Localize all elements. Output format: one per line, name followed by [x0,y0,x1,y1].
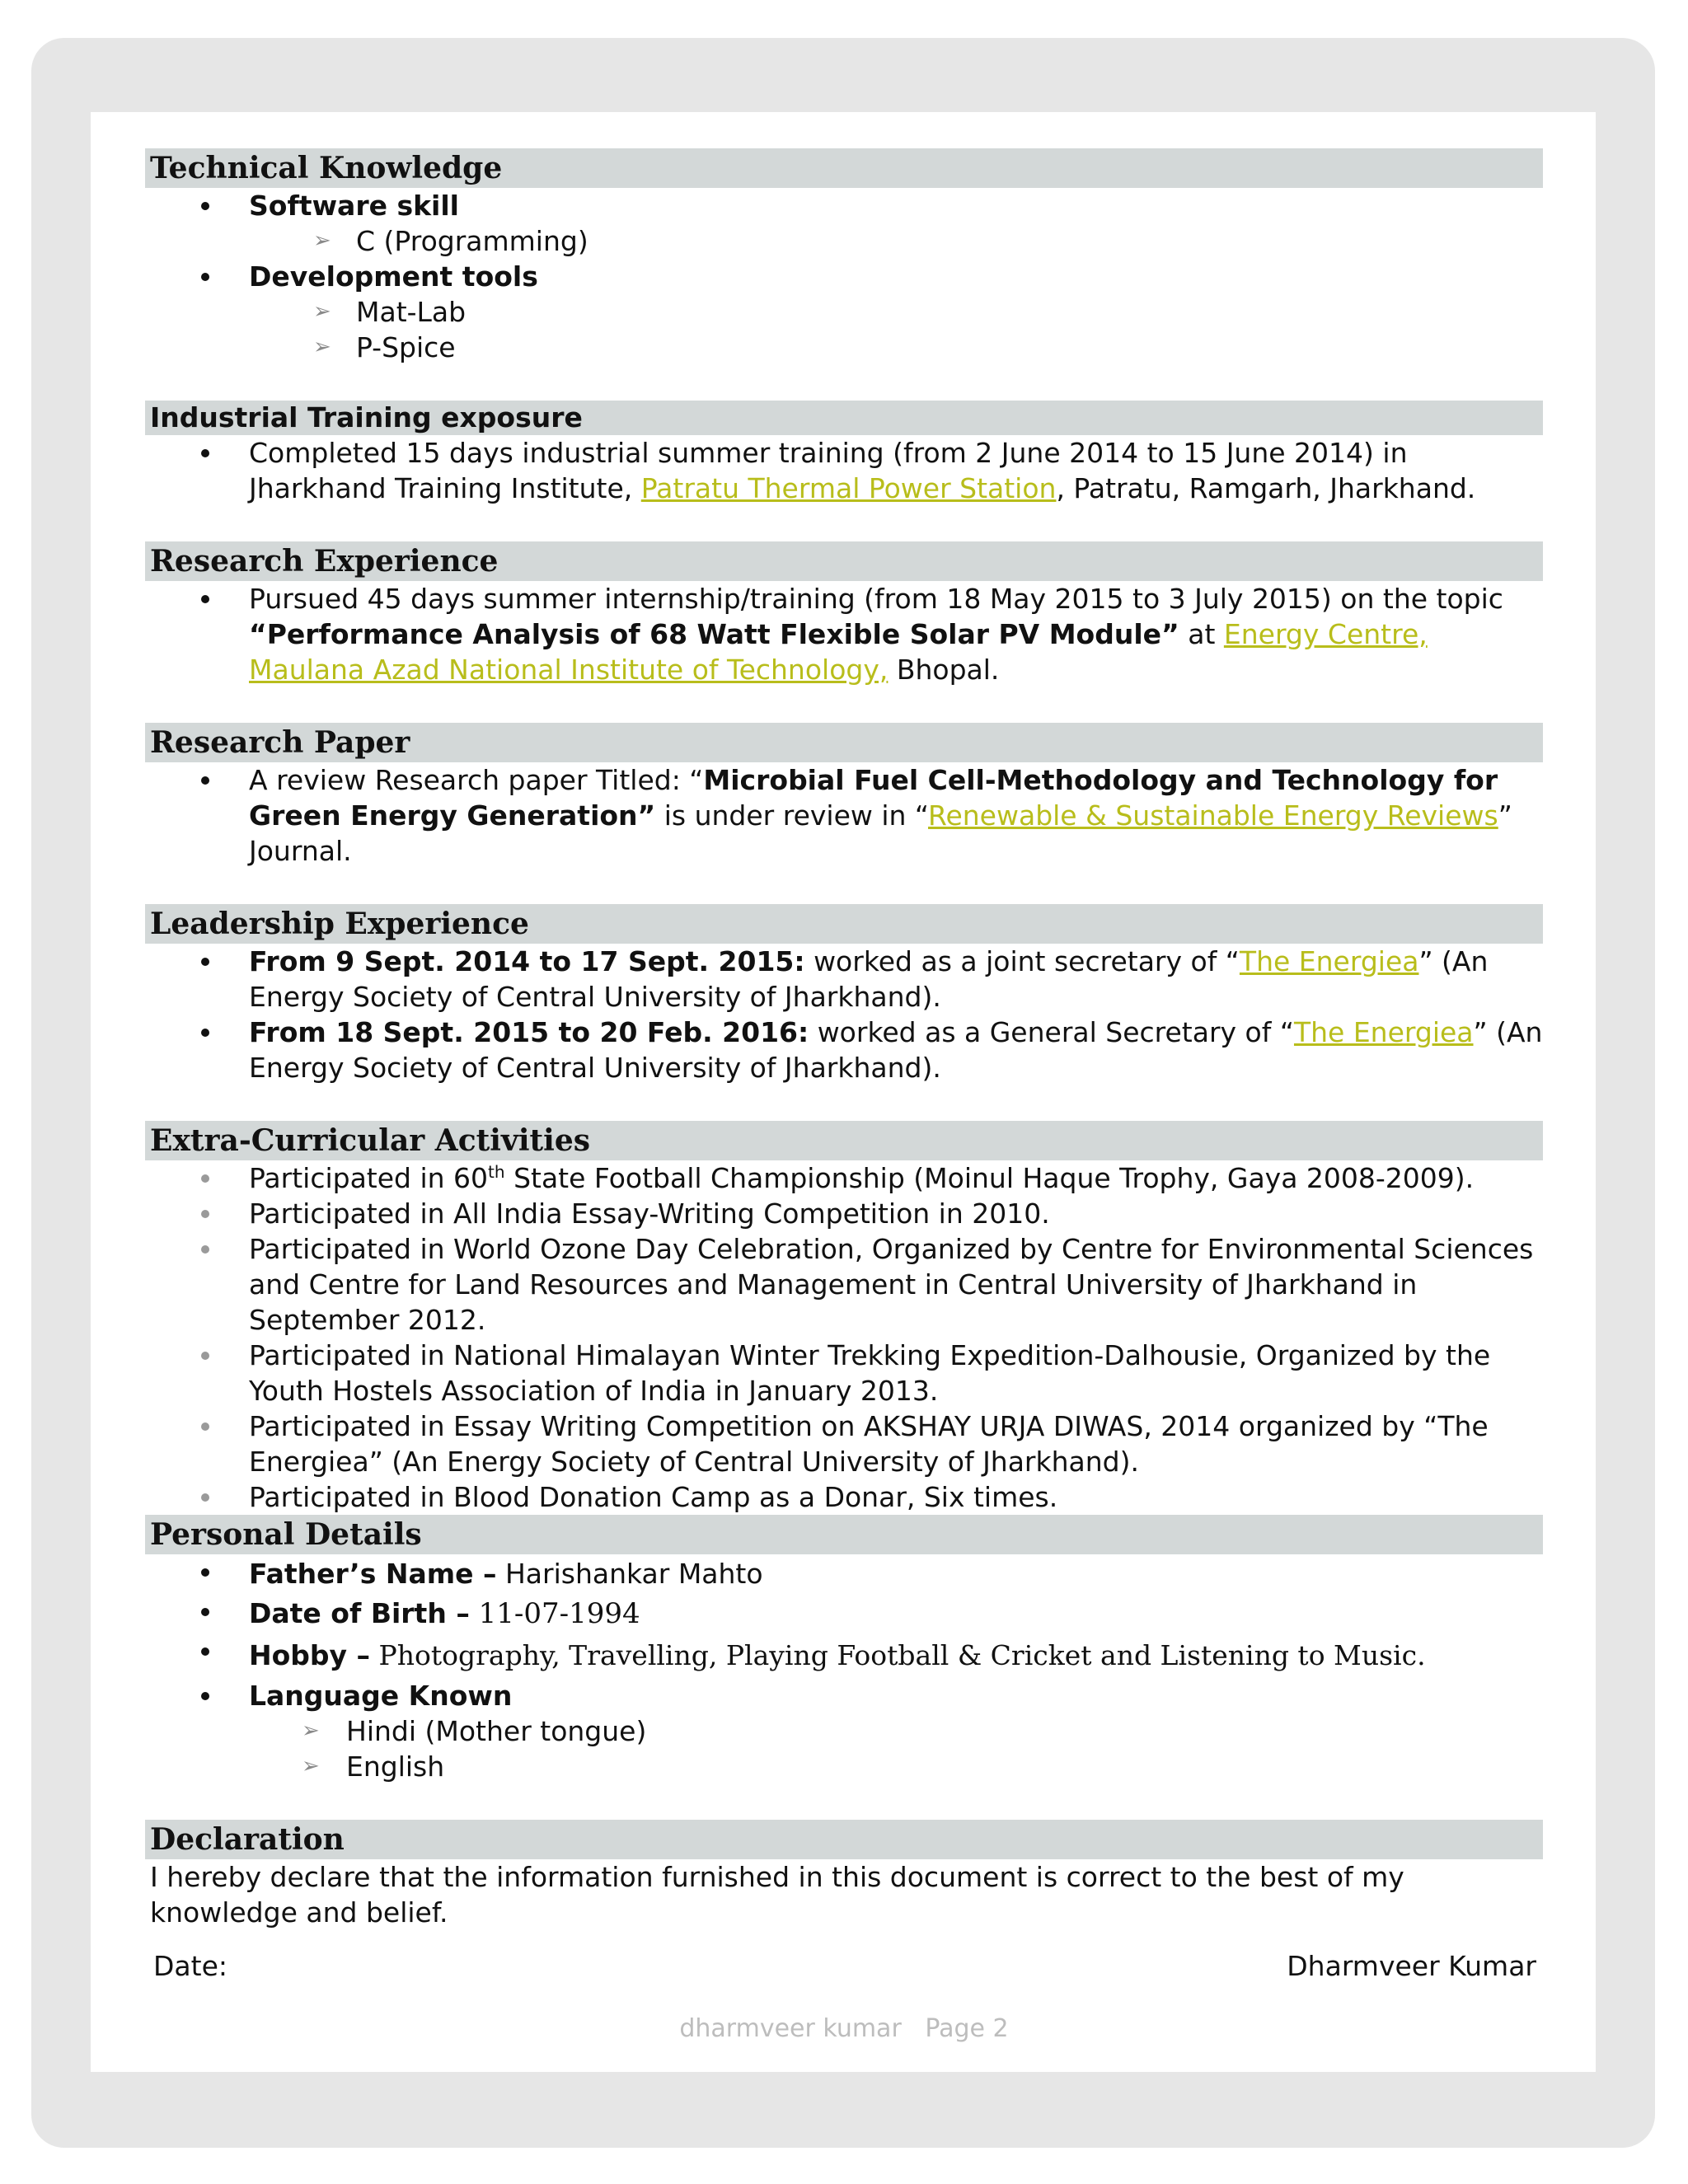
list-item: Participated in Blood Donation Camp as a Donar, Six times. [145,1479,1543,1515]
section-heading: Technical Knowledge [145,148,1543,188]
energiea-link[interactable]: The Energiea [1239,945,1419,977]
industrial-list [145,435,1543,506]
date-label: Date: [153,1950,227,1982]
sub-list-item: ➢ English [145,1749,1543,1784]
patratu-link[interactable]: Patratu Thermal Power Station [640,472,1057,504]
text: A review Research paper Titled: “ [249,764,704,796]
section-leadership-experience [145,904,1543,1085]
declaration-text: I hereby declare that the information furnished in this document is correct to the best of my knowledge and belief. [150,1861,1404,1929]
list-item [145,1015,1543,1085]
father-name: Harishankar Mahto [496,1558,763,1590]
technical-list [145,188,1543,365]
section-declaration [145,1820,1543,1984]
signatory-name: Dharmveer Kumar [1287,1950,1536,1982]
label: Date of Birth – [249,1597,470,1629]
sub-list-item: ➢ Mat-Lab [145,294,1543,330]
hobbies: Photography, Travelling, Playing Football & Cricket and Listening to Music. [370,1639,1426,1671]
section-heading: Personal Details [145,1515,1543,1554]
list-item [145,1594,1543,1633]
text: ” (An Energy Society of Central University of Jharkhand). [249,1016,1543,1084]
text: worked as a joint secretary of “ [804,945,1240,977]
text: worked as a General Secretary of “ [809,1016,1294,1048]
list-item: Development tools [145,259,1543,294]
leadership-list [145,944,1543,1085]
list-item [145,944,1543,1015]
list-item: Participated in All India Essay-Writing Competition in 2010. [145,1196,1543,1231]
list-item [145,762,1543,869]
list-item: Participated in Essay Writing Competition on AKSHAY URJA DIWAS, 2014 organized by “The Energiea” (An Energy Society of Central University of Jharkhand). [145,1408,1543,1479]
list-item [145,435,1543,506]
sub-list-item: ➢ Hindi (Mother tongue) [145,1713,1543,1749]
text: is under review in “ [655,799,929,832]
section-heading: Industrial Training exposure [145,401,1543,435]
list-item [145,1554,1543,1594]
list-item: Language Known [145,1678,1543,1713]
text: Bhopal. [888,654,1000,686]
text: Participated in 60 [249,1162,489,1194]
ordinal-suffix: th [488,1162,505,1182]
page-number: Page 2 [925,2014,1009,2043]
section-heading: Extra-Curricular Activities [145,1121,1543,1160]
sub-list-item: ➢ P-Spice [145,330,1543,365]
energiea-link[interactable]: The Energiea [1293,1016,1474,1048]
text: ” Journal. [249,799,1512,867]
list-item [145,1160,1543,1196]
project-title: “Performance Analysis of 68 Watt Flexible Solar PV Module” [249,618,1179,650]
energy-centre-link[interactable]: Energy Centre, Maulana Azad National Institute of Technology, [249,618,1428,686]
list-item: Software skill [145,188,1543,223]
journal-link[interactable]: Renewable & Sustainable Energy Reviews [928,799,1498,832]
sub-list-item: ➢ C (Programming) [145,223,1543,259]
label: Hobby – [249,1639,371,1671]
extra-list [145,1160,1543,1515]
paper-title: Microbial Fuel Cell-Methodology and Technology for Green Energy Generation” [249,764,1498,832]
section-technical-knowledge [145,148,1543,365]
date-of-birth: 11-07-1994 [469,1597,640,1630]
list-item: Participated in National Himalayan Winter Trekking Expedition-Dalhousie, Organized by the Youth Hostels Association of India in January 2013. [145,1338,1543,1408]
section-extra-curricular [145,1121,1543,1515]
section-industrial-training [145,401,1543,506]
footer-name: dharmveer kumar [679,2014,902,2043]
research-exp-list [145,581,1543,687]
research-paper-list [145,762,1543,869]
text: ” (An Energy Society of Central University of Jharkhand). [249,945,1489,1013]
text: State Football Championship (Moinul Haque Trophy, Gaya 2008-2009). [504,1162,1475,1194]
period: From 9 Sept. 2014 to 17 Sept. 2015: [249,945,805,977]
text: Completed 15 days industrial summer training (from 2 June 2014 to 15 June 2014) in Jharkhand Training Institute, [249,437,1408,504]
list-item [145,1633,1543,1678]
text: at [1179,618,1224,650]
list-item [145,581,1543,687]
period: From 18 Sept. 2015 to 20 Feb. 2016: [249,1016,809,1048]
personal-list [145,1554,1543,1784]
text: Pursued 45 days summer internship/training (from 18 May 2015 to 3 July 2015) on the topic [249,583,1503,615]
section-heading: Research Paper [145,723,1543,762]
signature-row [145,1948,1543,1984]
list-item: Participated in World Ozone Day Celebration, Organized by Centre for Environmental Sciences and Centre for Land Resources and Management in Central University of Jharkhand in September 2012. [145,1231,1543,1338]
section-heading: Leadership Experience [145,904,1543,944]
page-footer [0,2014,1688,2043]
section-research-paper [145,723,1543,869]
section-heading: Declaration [145,1820,1543,1859]
section-research-experience [145,541,1543,687]
text: , Patratu, Ramgarh, Jharkhand. [1056,472,1476,504]
label: Father’s Name – [249,1558,497,1590]
section-heading: Research Experience [145,541,1543,581]
section-personal-details [145,1515,1543,1784]
resume-content [145,148,1543,1984]
